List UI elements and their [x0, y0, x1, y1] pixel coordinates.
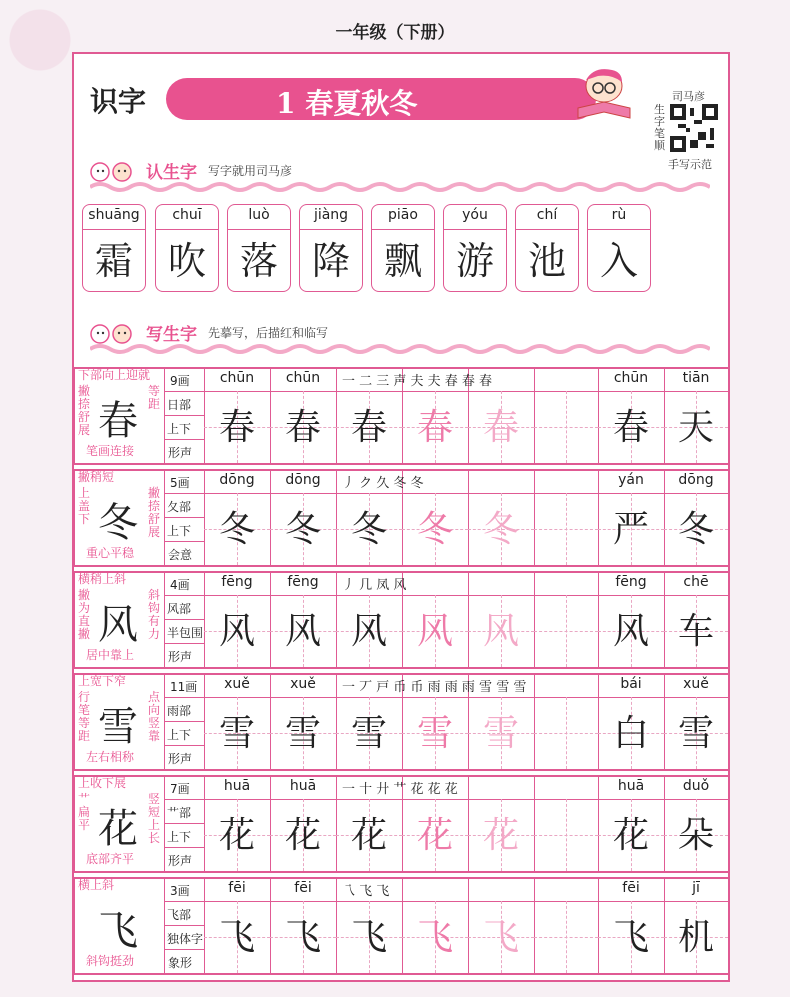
- pinyin-label: dōng: [678, 472, 714, 488]
- trace-character: 冬: [482, 509, 519, 550]
- pinyin-label: fēng: [221, 574, 253, 590]
- practice-character: 冬: [284, 509, 321, 550]
- guide-line: [534, 835, 598, 836]
- recognize-character: 吹: [156, 229, 218, 292]
- pinyin-label: huā: [617, 778, 645, 794]
- recognize-card: [155, 204, 219, 292]
- recognize-character: 入: [588, 229, 650, 292]
- writing-hint: 斜钩挺劲: [86, 954, 135, 968]
- reading-boy-icon: [568, 64, 640, 120]
- writing-hint: 等距: [148, 384, 161, 411]
- row-border: [74, 667, 728, 669]
- row-border: [74, 463, 728, 465]
- stroke-count: 7画: [170, 782, 190, 796]
- structure: 上下: [167, 524, 192, 538]
- recognize-card: [299, 204, 363, 292]
- model-character: 花: [98, 806, 138, 852]
- pinyin-label: dōng: [219, 472, 255, 488]
- guide-line: [534, 631, 598, 632]
- model-character: 雪: [98, 704, 138, 750]
- writing-hint: 笔画连接: [86, 444, 135, 458]
- grid-line: [534, 877, 535, 973]
- writing-hint: 竖短上长: [148, 792, 161, 845]
- trace-character: 风: [482, 611, 519, 652]
- writing-hint: 撇捺舒展: [148, 486, 161, 539]
- stroke-order: 丿 几 凤 风: [342, 578, 407, 593]
- model-character: 飞: [98, 908, 138, 954]
- pinyin-label: shuāng: [88, 207, 140, 223]
- writing-hint: 上盖下: [78, 486, 91, 526]
- practice-character: 风: [218, 611, 255, 652]
- grid-line: [728, 775, 729, 871]
- practice-character: 风: [350, 611, 387, 652]
- pinyin-label: fēng: [287, 574, 319, 590]
- pinyin-label: huā: [289, 778, 317, 794]
- word-character: 飞: [612, 917, 649, 958]
- structure: 上下: [167, 728, 192, 742]
- grade-header: 一年级（下册）: [335, 23, 455, 43]
- recognize-title: 认生字: [146, 163, 197, 183]
- practice-character: 花: [350, 815, 387, 856]
- pinyin-label: jī: [692, 880, 700, 896]
- practice-character: 飞: [350, 917, 387, 958]
- pinyin-label: tiān: [682, 370, 710, 386]
- stroke-order: 一 丆 戸 币 币 雨 雨 雨 雪 雪 雪: [342, 680, 527, 695]
- pinyin-strip-line: [204, 799, 728, 800]
- stroke-order: 一 十 廾 艹 花 花 花: [342, 782, 458, 797]
- writing-hint: 上宽下窄: [78, 674, 127, 688]
- recognize-subtitle: 写字就用司马彦: [208, 164, 293, 178]
- practice-character: 飞: [218, 917, 255, 958]
- grid-line: [74, 877, 75, 973]
- practice-character: 花: [218, 815, 255, 856]
- row-border: [74, 871, 728, 873]
- pinyin-strip-line: [204, 391, 728, 392]
- lesson-title-bar: [166, 78, 596, 120]
- writing-hint: 撇捺舒展: [78, 384, 91, 437]
- practice-character: 花: [284, 815, 321, 856]
- meta-line: [164, 391, 204, 392]
- character-type: 象形: [168, 956, 193, 970]
- pinyin-label: fēi: [294, 880, 312, 896]
- character-type: 形声: [168, 650, 193, 664]
- stroke-count: 11画: [170, 680, 198, 694]
- pinyin-strip-line: [204, 595, 728, 596]
- row-border: [74, 571, 728, 573]
- meta-line: [164, 517, 204, 518]
- grid-line: [534, 367, 535, 463]
- meta-line: [164, 493, 204, 494]
- meta-line: [164, 721, 204, 722]
- recognize-card: [587, 204, 651, 292]
- character-type: 形声: [168, 446, 193, 460]
- row-border: [74, 973, 728, 975]
- qr-code[interactable]: [670, 104, 718, 152]
- pinyin-label: bái: [620, 676, 642, 692]
- word-character: 白: [612, 713, 649, 754]
- stroke-count: 5画: [170, 476, 190, 490]
- pinyin-label: chí: [536, 207, 558, 223]
- pinyin-label: fēng: [615, 574, 647, 590]
- row-border: [74, 877, 728, 879]
- model-character: 春: [98, 398, 138, 444]
- pinyin-label: chūn: [285, 370, 321, 386]
- meta-line: [164, 949, 204, 950]
- radical: 风部: [167, 602, 192, 616]
- row-border: [74, 775, 728, 777]
- write-title: 写生字: [146, 325, 197, 345]
- grid-line: [728, 673, 729, 769]
- pinyin-label: chuī: [172, 207, 202, 223]
- meta-line: [164, 799, 204, 800]
- write-subtitle: 先摹写，后描红和临写: [208, 326, 329, 340]
- pinyin-label: dōng: [285, 472, 321, 488]
- recognize-character: 落: [228, 229, 290, 292]
- stroke-order: 一 二 三 声 夫 夫 春 春 春: [342, 374, 493, 389]
- structure: 上下: [167, 422, 192, 436]
- meta-line: [164, 925, 204, 926]
- recognize-card: [443, 204, 507, 292]
- pinyin-label: chūn: [613, 370, 649, 386]
- word-character: 严: [612, 509, 649, 550]
- word-character: 冬: [677, 509, 714, 550]
- writing-hint: 撇为直撇: [78, 588, 91, 641]
- writing-hint: 点向竖靠: [148, 690, 161, 743]
- trace-character: 春: [416, 407, 453, 448]
- word-character: 朵: [677, 815, 714, 856]
- grid-line: [74, 571, 75, 667]
- grid-line: [74, 673, 75, 769]
- writing-hint: 行笔等距: [78, 690, 91, 743]
- pinyin-label: huā: [223, 778, 251, 794]
- recognize-card: [515, 204, 579, 292]
- meta-line: [164, 697, 204, 698]
- pinyin-label: luò: [248, 207, 270, 223]
- pinyin-strip-line: [204, 493, 728, 494]
- writing-hint: 下部向上迎就: [78, 368, 151, 382]
- meta-line: [164, 541, 204, 542]
- meta-line: [164, 415, 204, 416]
- practice-character: 雪: [284, 713, 321, 754]
- stroke-count: 3画: [170, 884, 190, 898]
- word-character: 风: [612, 611, 649, 652]
- recognize-character: 飘: [372, 229, 434, 292]
- writing-hint: 撇稍短: [78, 470, 115, 484]
- practice-character: 冬: [350, 509, 387, 550]
- guide-line: [534, 937, 598, 938]
- word-character: 花: [612, 815, 649, 856]
- writing-hint: 斜钩有力: [148, 588, 161, 641]
- grid-line: [74, 367, 75, 463]
- trace-character: 风: [416, 611, 453, 652]
- structure: 上下: [167, 830, 192, 844]
- grid-line: [534, 571, 535, 667]
- qr-caption: 手写示范: [668, 158, 712, 171]
- structure: 半包围: [167, 626, 204, 640]
- practice-character: 冬: [218, 509, 255, 550]
- pinyin-label: yóu: [462, 207, 488, 223]
- grid-line: [728, 877, 729, 973]
- word-character: 春: [612, 407, 649, 448]
- character-type: 形声: [168, 854, 193, 868]
- writing-hint: 上收下展: [78, 776, 127, 790]
- grid-line: [74, 775, 75, 871]
- grid-line: [534, 673, 535, 769]
- recognize-character: 降: [300, 229, 362, 292]
- row-border: [74, 565, 728, 567]
- pinyin-label: xuě: [683, 676, 709, 692]
- writing-hint: 横稍上斜: [78, 572, 127, 586]
- stroke-order: 乁 飞 飞: [342, 884, 390, 899]
- grid-line: [534, 775, 535, 871]
- word-character: 机: [677, 917, 714, 958]
- lesson-title: 1 春夏秋冬: [276, 87, 418, 120]
- pinyin-label: piāo: [388, 207, 418, 223]
- practice-character: 雪: [218, 713, 255, 754]
- writing-hint: 左右相称: [86, 750, 135, 764]
- character-type: 形声: [168, 752, 193, 766]
- pinyin-strip-line: [204, 901, 728, 902]
- grid-line: [728, 571, 729, 667]
- recognize-card: [82, 204, 146, 292]
- trace-character: 飞: [482, 917, 519, 958]
- guide-line: [534, 733, 598, 734]
- practice-character: 春: [350, 407, 387, 448]
- pinyin-label: xuě: [224, 676, 250, 692]
- grid-line: [728, 367, 729, 463]
- qr-brand: 司马彦: [672, 90, 705, 103]
- model-character: 风: [98, 602, 138, 648]
- word-character: 车: [677, 611, 714, 652]
- radical: 夂部: [167, 500, 192, 514]
- meta-line: [164, 643, 204, 644]
- recognize-card: [371, 204, 435, 292]
- structure: 独体字: [167, 932, 204, 946]
- writing-hint: 艹扁平: [78, 792, 91, 832]
- trace-character: 冬: [416, 509, 453, 550]
- qr-side-label: 生字笔顺: [654, 103, 665, 152]
- pinyin-label: xuě: [290, 676, 316, 692]
- meta-line: [164, 745, 204, 746]
- meta-line: [164, 439, 204, 440]
- trace-character: 花: [416, 815, 453, 856]
- meta-line: [164, 619, 204, 620]
- grid-line: [728, 469, 729, 565]
- grid-line: [74, 469, 75, 565]
- pinyin-label: rù: [611, 207, 627, 223]
- pinyin-label: chūn: [219, 370, 255, 386]
- trace-character: 春: [482, 407, 519, 448]
- stroke-order: 丿 ク 久 冬 冬: [342, 476, 424, 491]
- pinyin-label: duǒ: [682, 778, 710, 794]
- practice-character: 雪: [350, 713, 387, 754]
- practice-character: 春: [218, 407, 255, 448]
- grid-line: [534, 469, 535, 565]
- pinyin-label: chē: [683, 574, 709, 590]
- practice-character: 风: [284, 611, 321, 652]
- meta-line: [164, 901, 204, 902]
- meta-line: [164, 595, 204, 596]
- pinyin-label: jiàng: [313, 207, 349, 223]
- pinyin-label: yán: [618, 472, 644, 488]
- recognize-character: 霜: [83, 229, 145, 292]
- radical: 飞部: [167, 908, 192, 922]
- trace-character: 雪: [482, 713, 519, 754]
- pinyin-strip-line: [204, 697, 728, 698]
- trace-character: 雪: [416, 713, 453, 754]
- recognize-character: 池: [516, 229, 578, 292]
- row-border: [74, 367, 728, 369]
- stroke-count: 4画: [170, 578, 190, 592]
- character-type: 会意: [168, 548, 193, 562]
- writing-hint: 横上斜: [78, 878, 115, 892]
- model-character: 冬: [98, 500, 138, 546]
- wavy-divider: [90, 342, 710, 356]
- practice-character: 春: [284, 407, 321, 448]
- section-label: 识字: [90, 85, 147, 118]
- pinyin-label: fēi: [622, 880, 640, 896]
- radical: 日部: [167, 398, 192, 412]
- word-character: 雪: [677, 713, 714, 754]
- guide-line: [534, 427, 598, 428]
- writing-hint: 居中靠上: [86, 648, 135, 662]
- radical: 艹部: [167, 806, 192, 820]
- trace-character: 飞: [416, 917, 453, 958]
- guide-line: [534, 529, 598, 530]
- row-border: [74, 469, 728, 471]
- radical: 雨部: [167, 704, 192, 718]
- recognize-card: [227, 204, 291, 292]
- wavy-divider: [90, 180, 710, 194]
- trace-character: 花: [482, 815, 519, 856]
- meta-line: [164, 823, 204, 824]
- pinyin-label: fēi: [228, 880, 246, 896]
- writing-hint: 重心平稳: [86, 546, 135, 560]
- practice-character: 飞: [284, 917, 321, 958]
- stroke-count: 9画: [170, 374, 190, 388]
- writing-hint: 底部齐平: [86, 852, 135, 866]
- row-border: [74, 673, 728, 675]
- word-character: 天: [677, 407, 714, 448]
- recognize-character: 游: [444, 229, 506, 292]
- row-border: [74, 769, 728, 771]
- meta-line: [164, 847, 204, 848]
